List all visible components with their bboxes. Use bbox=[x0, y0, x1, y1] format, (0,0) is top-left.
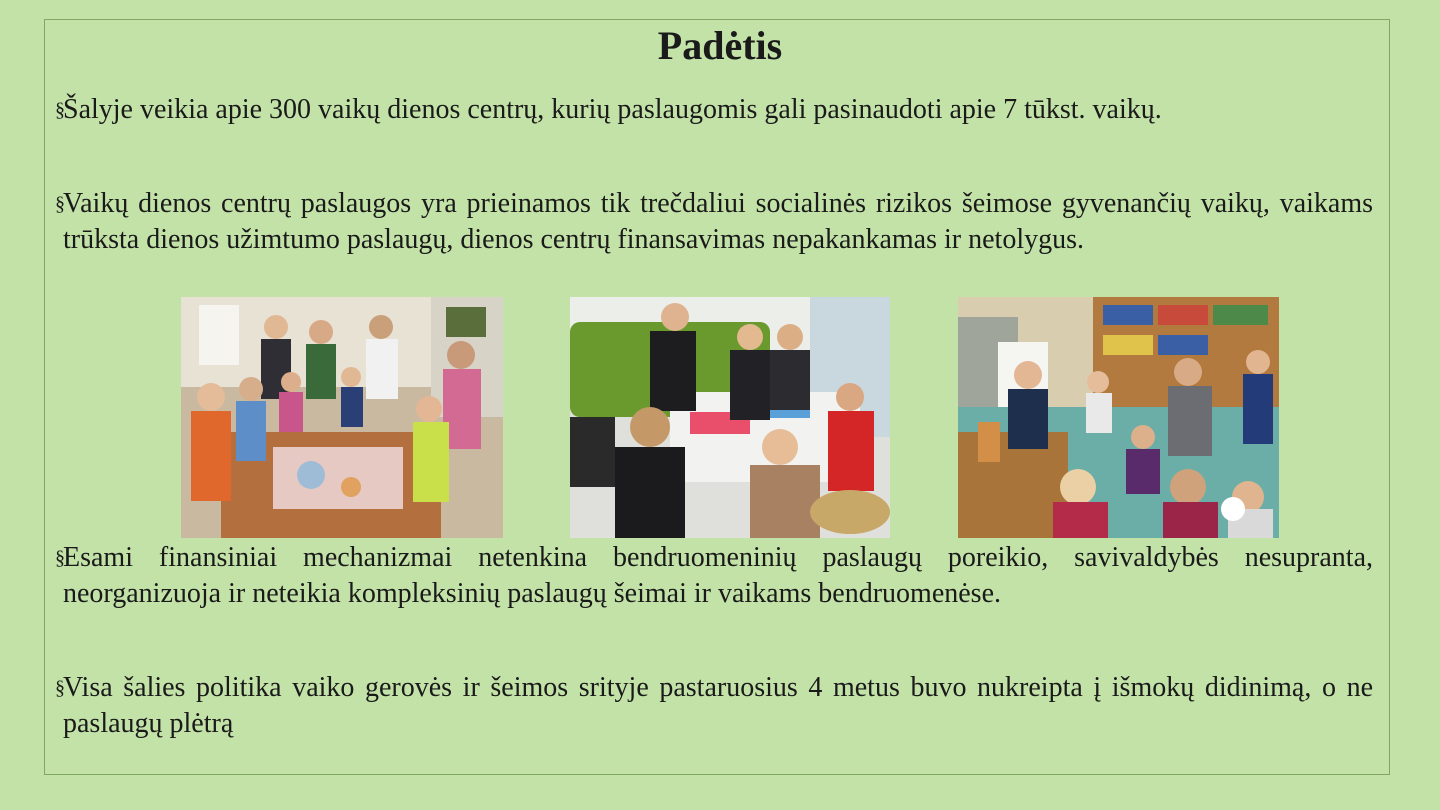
bullet-text: Esami finansiniai mechanizmai netenkina bendruomeninių paslaugų poreikio, savivaldybės nesupranta, neorganizuoja ir neteikia kompleksinių paslaugų šeimai ir vaikams bendruomenėse. bbox=[63, 542, 1373, 609]
bullet-3 bbox=[55, 540, 1373, 612]
photo-children-painting bbox=[181, 297, 503, 538]
bullet-1 bbox=[55, 92, 1373, 128]
bullet-marker: § bbox=[55, 547, 65, 569]
bullet-marker: § bbox=[55, 99, 65, 121]
bullet-text: Šalyje veikia apie 300 vaikų dienos centrų, kurių paslaugomis gali pasinaudoti apie 7 tūkst. vaikų. bbox=[63, 94, 1162, 125]
bullet-text: Vaikų dienos centrų paslaugos yra prieinamos tik trečdaliui socialinės rizikos šeimose gyvenančių vaikų, vaikams trūksta dienos užimtumo paslaugų, dienos centrų finansavimas nepakankamas ir netolygus. bbox=[63, 188, 1373, 255]
bullet-text: Visa šalies politika vaiko gerovės ir šeimos srityje pastaruosius 4 metus buvo nukreipta į išmokų didinimą, o ne paslaugų plėtrą bbox=[63, 672, 1373, 739]
photo-children-drawing bbox=[570, 297, 890, 538]
bullet-marker: § bbox=[55, 677, 65, 699]
bullet-2 bbox=[55, 186, 1373, 258]
bullet-4 bbox=[55, 670, 1373, 742]
slide-title: Padėtis bbox=[657, 23, 783, 68]
photo-classroom-circle bbox=[958, 297, 1279, 538]
bullet-marker: § bbox=[55, 193, 65, 215]
